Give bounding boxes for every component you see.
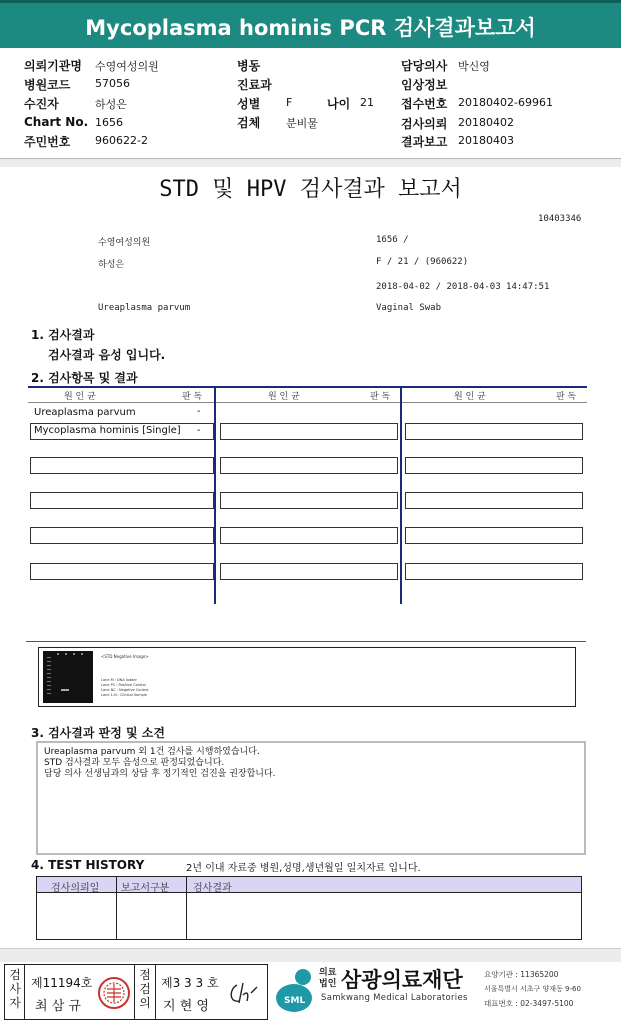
report-header	[0, 0, 621, 48]
empty-result-cell	[405, 492, 583, 509]
code-value: 57056	[95, 77, 130, 90]
age-label: 나이	[327, 97, 351, 111]
empty-result-cell	[220, 457, 398, 474]
signature-box	[4, 964, 268, 1020]
chart-label: Chart No.	[24, 115, 89, 129]
report-organism: Ureaplasma parvum	[98, 303, 191, 313]
grid-divider-1	[214, 386, 216, 604]
receipt-label: 접수번호	[401, 97, 448, 111]
seal-stamp-icon	[97, 975, 131, 1011]
section1-result: 검사결과 음성 입니다.	[48, 348, 166, 362]
gel-caption: <STD Negative Image>	[101, 654, 149, 659]
gel-image	[43, 651, 93, 703]
history-table	[36, 876, 582, 940]
svg-text:SML: SML	[284, 996, 306, 1006]
grid-header-rule	[28, 402, 587, 403]
empty-result-cell	[405, 563, 583, 580]
reported-value: 20180403	[458, 134, 514, 147]
rrn-label: 주민번호	[24, 135, 71, 149]
report-patient: 하성은	[98, 260, 125, 270]
pathogen-name: Mycoplasma hominis [Single]	[34, 425, 181, 436]
inspector-name: 최 삼 규	[35, 999, 81, 1014]
report-sex-age: F / 21 / (960622)	[376, 257, 469, 267]
patient-value: 하성은	[95, 98, 127, 111]
section1-heading: 1. 검사결과	[31, 328, 95, 342]
section3-heading: 3. 검사결과 판정 및 소견	[31, 726, 165, 740]
section2-heading: 2. 검사항목 및 결과	[31, 371, 138, 385]
grid-divider-2	[400, 386, 402, 604]
empty-result-cell	[405, 527, 583, 544]
reported-label: 결과보고	[401, 135, 448, 149]
col-pathogen-1: 원 인 균	[64, 392, 96, 402]
inspector-label: 검사자	[9, 968, 21, 1010]
empty-result-cell	[30, 492, 214, 509]
pathogen-name: Ureaplasma parvum	[34, 407, 136, 418]
lab-english-name: Samkwang Medical Laboratories	[321, 993, 468, 1003]
report-title: Mycoplasma hominis PCR 검사결과보고서	[85, 16, 536, 40]
checker-number: 제3 3 3 호	[161, 976, 219, 990]
section4-heading: 4. TEST HISTORY	[31, 858, 145, 872]
checker-name: 지 현 영	[163, 999, 209, 1014]
rrn-value: 960622-2	[95, 134, 148, 147]
lab-phone: 대표번호 : 02-3497-5100	[484, 999, 574, 1008]
sex-value: F	[286, 96, 293, 109]
lab-prefix: 의료법인	[319, 968, 337, 989]
report-specimen: Vaginal Swab	[376, 303, 442, 313]
doctor-label: 담당의사	[401, 59, 448, 73]
empty-result-cell	[30, 527, 214, 544]
doctor-value: 박신영	[458, 60, 490, 73]
opinion-box	[36, 741, 586, 855]
empty-result-cell	[220, 563, 398, 580]
sex-label: 성별	[237, 97, 261, 111]
col-judge-1: 판 독	[182, 392, 203, 402]
dept-label: 진료과	[237, 78, 272, 92]
gel-legend: Lane M : DNA ladder Lane PC : Positive Control Lane NC : Negative Control Lane 1-N : Clinical Sample	[101, 678, 149, 697]
signature-icon	[227, 979, 263, 1007]
info-separator	[0, 158, 621, 167]
opinion-line: 담당 의사 선생님과의 상담 후 정기적인 검진을 권장합니다.	[44, 769, 276, 779]
institution-label: 의뢰기관명	[24, 59, 82, 73]
opinion-line: Ureaplasma parvum 외 1건 검사를 시행하였습니다.	[44, 747, 260, 757]
patient-label: 수진자	[24, 97, 59, 111]
gel-image-panel	[38, 647, 576, 707]
receipt-value: 20180402-69961	[458, 96, 553, 109]
requested-label: 검사의뢰	[401, 117, 448, 131]
specimen-value: 분비물	[286, 117, 318, 130]
col-judge-2: 판 독	[370, 392, 391, 402]
history-col-type: 보고서구분	[121, 883, 170, 894]
history-col-result: 검사결과	[193, 883, 232, 894]
care-code: 요양기관 : 11365200	[484, 970, 559, 979]
empty-result-cell	[405, 423, 583, 440]
clinical-label: 임상정보	[401, 78, 448, 92]
ward-label: 병동	[237, 59, 261, 73]
std-report-title: STD 및 HPV 검사결과 보고서	[159, 177, 462, 202]
institution-value: 수영여성의원	[95, 60, 159, 73]
doc-number: 10403346	[538, 214, 582, 224]
history-col-date: 검사의뢰일	[51, 883, 100, 894]
col-pathogen-3: 원 인 균	[454, 392, 486, 402]
report-chart: 1656 /	[376, 235, 409, 245]
result-row	[30, 423, 214, 440]
empty-result-cell	[220, 492, 398, 509]
empty-result-cell	[30, 563, 214, 580]
empty-result-cell	[405, 457, 583, 474]
footer-band	[0, 948, 621, 962]
code-label: 병원코드	[24, 78, 71, 92]
inspector-number: 제11194호	[31, 976, 93, 990]
col-pathogen-2: 원 인 균	[268, 392, 300, 402]
chart-value: 1656	[95, 116, 123, 129]
opinion-line: STD 검사결과 모두 음성으로 판정되었습니다.	[44, 758, 225, 768]
requested-value: 20180402	[458, 116, 514, 129]
age-value: 21	[360, 96, 374, 109]
history-note: 2년 이내 자료중 병원,성명,생년월일 일치자료 입니다.	[186, 863, 421, 874]
pathogen-judge: -	[197, 406, 201, 417]
lab-logo-icon	[272, 966, 316, 1016]
lab-address: 서울특별시 서초구 양재동 9-60	[484, 985, 581, 993]
image-top-rule	[26, 641, 586, 642]
report-clinic: 수영여성의원	[98, 238, 151, 248]
lab-name: 삼광의료재단	[341, 968, 463, 992]
specimen-label: 검체	[237, 116, 261, 130]
col-judge-3: 판 독	[556, 392, 577, 402]
empty-result-cell	[220, 527, 398, 544]
result-row	[31, 405, 213, 422]
pathogen-judge: -	[197, 425, 201, 436]
empty-result-cell	[30, 457, 214, 474]
empty-result-cell	[220, 423, 398, 440]
grid-top-rule	[28, 386, 587, 388]
report-dates: 2018-04-02 / 2018-04-03 14:47:51	[376, 282, 550, 292]
checker-label: 점검의	[139, 968, 151, 1010]
